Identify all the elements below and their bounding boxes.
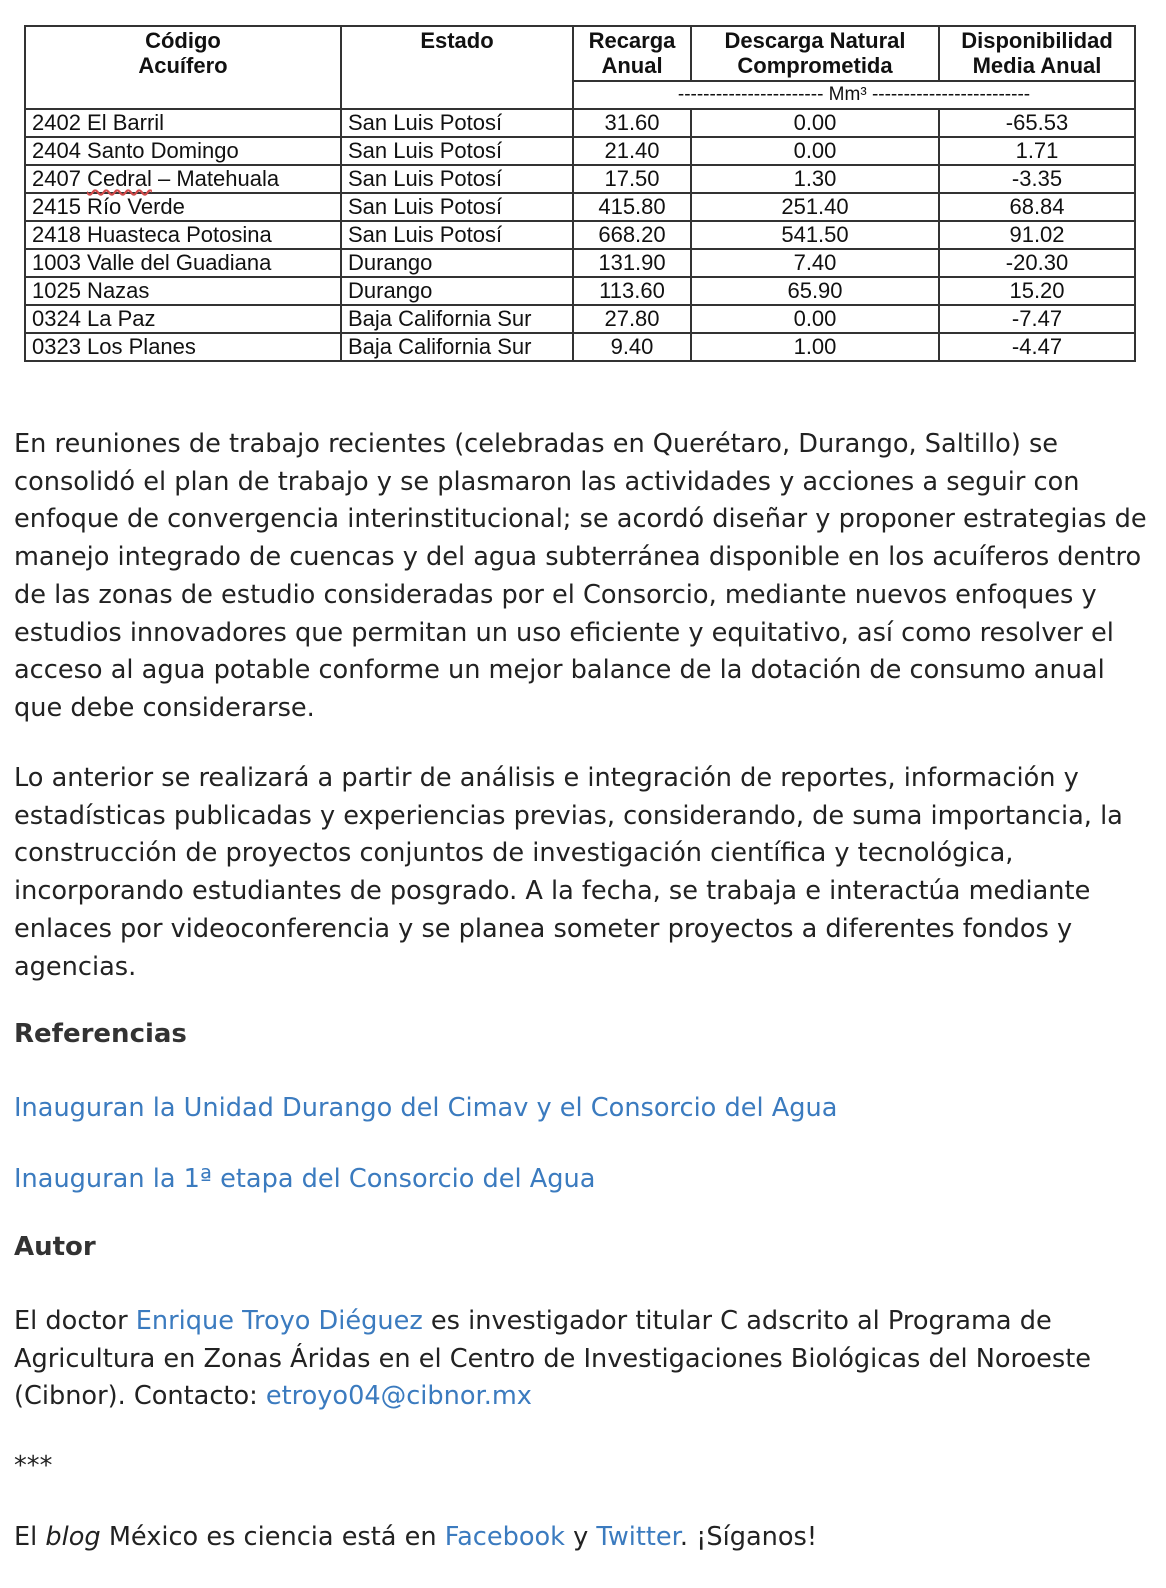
cell-acuifero: 1003 Valle del Guadiana: [25, 249, 341, 277]
footer-blog-italic: blog: [45, 1522, 101, 1552]
paragraph-line: consolidó el plan de trabajo y se plasmaron las actividades y acciones a seguir con: [14, 466, 1080, 497]
author-name-link[interactable]: Enrique Troyo Diéguez: [135, 1306, 423, 1336]
author-email-link[interactable]: etroyo04@cibnor.mx: [265, 1381, 532, 1412]
reference-2: [14, 1161, 1154, 1199]
cell-acuifero: 2404 Santo Domingo: [25, 137, 341, 165]
footer-text: y: [565, 1522, 597, 1552]
cell-disponibilidad: -7.47: [939, 305, 1135, 333]
header-codigo: [25, 26, 341, 109]
autor-line-1: [14, 1303, 1154, 1341]
cell-disponibilidad: 15.20: [939, 277, 1135, 305]
cell-recarga: 27.80: [573, 305, 691, 333]
cell-recarga: 21.40: [573, 137, 691, 165]
table-row: [25, 305, 1135, 333]
cell-acuifero: 1025 Nazas: [25, 277, 341, 305]
table-row: [25, 193, 1135, 221]
cell-disponibilidad: 1.71: [939, 137, 1135, 165]
table-row: [25, 109, 1135, 137]
autor-text: (Cibnor). Contacto:: [14, 1381, 266, 1412]
cell-recarga: 131.90: [573, 249, 691, 277]
paragraph-line: Lo anterior se realizará a partir de análisis e integración de reportes, información y: [14, 763, 1079, 793]
cell-recarga: 113.60: [573, 277, 691, 305]
autor-paragraph: [14, 1303, 1154, 1416]
paragraph-line: acceso al agua potable conforme un mejor balance de la dotación de consumo anual: [14, 655, 1105, 686]
cell-estado: San Luis Potosí: [341, 137, 573, 165]
cell-disponibilidad: 68.84: [939, 193, 1135, 221]
reference-1: [14, 1090, 1154, 1128]
referencias-heading: Referencias: [14, 1019, 187, 1049]
cell-acuifero-code: 2407: [32, 166, 81, 191]
cell-recarga: 9.40: [573, 333, 691, 361]
aquifer-table: [24, 25, 1136, 362]
separator: ***: [14, 1451, 53, 1481]
paragraph-line: agencias.: [14, 951, 137, 982]
header-disponibilidad-line1: Disponibilidad: [961, 28, 1113, 53]
paragraph-line: estadísticas publicadas y experiencias previas, considerando, de suma importancia, la: [14, 800, 1123, 831]
cell-descarga: 7.40: [691, 249, 939, 277]
cell-acuifero-name-spellcheck: Cedral: [87, 166, 152, 191]
footer-text: . ¡Síganos!: [679, 1522, 818, 1552]
cell-estado: Durango: [341, 249, 573, 277]
cell-acuifero: 0323 Los Planes: [25, 333, 341, 361]
header-descarga-line1: Descarga Natural: [724, 28, 906, 53]
paragraph-line: manejo integrado de cuencas y del agua subterránea disponible en los acuíferos dentro: [14, 542, 1142, 573]
paragraph-line: En reuniones de trabajo recientes (celebradas en Querétaro, Durango, Saltillo) se: [14, 429, 1059, 459]
cell-descarga: 541.50: [691, 221, 939, 249]
header-descarga: [691, 26, 939, 81]
footer-social: [14, 1519, 1154, 1557]
cell-disponibilidad: -20.30: [939, 249, 1135, 277]
cell-descarga: 251.40: [691, 193, 939, 221]
cell-estado: San Luis Potosí: [341, 221, 573, 249]
paragraph-line: incorporando estudiantes de posgrado. A la fecha, se trabaja e interactúa mediante: [14, 876, 1091, 907]
reference-link-cimav[interactable]: Inauguran la Unidad Durango del Cimav y el Consorcio del Agua: [14, 1093, 838, 1123]
cell-estado: San Luis Potosí: [341, 193, 573, 221]
paragraph-line: estudios innovadores que permitan un uso eficiente y equitativo, así como resolver el: [14, 617, 1114, 648]
cell-acuifero-name-rest: – Matehuala: [151, 166, 280, 191]
cell-disponibilidad: -3.35: [939, 165, 1135, 193]
table-header-row: [25, 26, 1135, 81]
cell-estado: San Luis Potosí: [341, 165, 573, 193]
header-recarga-line1: Recarga: [588, 28, 676, 53]
paragraph-line: que debe considerarse.: [14, 692, 315, 723]
cell-estado: Baja California Sur: [341, 333, 573, 361]
twitter-link[interactable]: Twitter: [596, 1522, 680, 1552]
cell-descarga: 0.00: [691, 137, 939, 165]
cell-acuifero: [25, 165, 341, 193]
cell-recarga: 17.50: [573, 165, 691, 193]
cell-estado: Durango: [341, 277, 573, 305]
cell-descarga: 1.00: [691, 333, 939, 361]
paragraph-line: enfoque de convergencia interinstitucional; se acordó diseñar y proponer estrategias de: [14, 504, 1147, 535]
cell-recarga: 31.60: [573, 109, 691, 137]
header-disponibilidad-line2: Media Anual: [972, 53, 1102, 78]
header-descarga-line2: Comprometida: [737, 53, 893, 78]
cell-descarga: 65.90: [691, 277, 939, 305]
reference-link-consorcio[interactable]: Inauguran la 1ª etapa del Consorcio del Agua: [14, 1164, 596, 1194]
paragraph-line: de las zonas de estudio consideradas por el Consorcio, mediante nuevos enfoques y: [14, 579, 1097, 610]
table-row: [25, 277, 1135, 305]
units-label: ----------------------- Mm³ -------------------------: [573, 81, 1135, 109]
table-row: [25, 333, 1135, 361]
facebook-link[interactable]: Facebook: [444, 1522, 565, 1552]
cell-descarga: 0.00: [691, 305, 939, 333]
cell-disponibilidad: -65.53: [939, 109, 1135, 137]
table-row: [25, 137, 1135, 165]
cell-disponibilidad: -4.47: [939, 333, 1135, 361]
header-estado: Estado: [341, 26, 573, 109]
cell-acuifero: 0324 La Paz: [25, 305, 341, 333]
cell-disponibilidad: 91.02: [939, 221, 1135, 249]
paragraph-line: construcción de proyectos conjuntos de investigación científica y tecnológica,: [14, 838, 1014, 869]
cell-descarga: 1.30: [691, 165, 939, 193]
footer-text: El: [14, 1522, 46, 1552]
cell-recarga: 415.80: [573, 193, 691, 221]
autor-heading: Autor: [14, 1232, 96, 1262]
paragraph-convergencia: [14, 426, 1154, 728]
autor-line-2: Agricultura en Zonas Áridas en el Centro de Investigaciones Biológicas del Noroeste: [14, 1343, 1091, 1374]
cell-acuifero: 2402 El Barril: [25, 109, 341, 137]
autor-text: El doctor: [14, 1306, 136, 1336]
table-row: [25, 249, 1135, 277]
table-row: [25, 221, 1135, 249]
cell-acuifero: 2418 Huasteca Potosina: [25, 221, 341, 249]
cell-recarga: 668.20: [573, 221, 691, 249]
aquifer-table-container: [24, 25, 1136, 362]
paragraph-analisis: [14, 760, 1154, 986]
header-codigo-line1: Código: [145, 28, 221, 53]
cell-estado: San Luis Potosí: [341, 109, 573, 137]
cell-estado: Baja California Sur: [341, 305, 573, 333]
header-recarga-line2: Anual: [601, 53, 663, 78]
table-row: [25, 165, 1135, 193]
paragraph-line: enlaces por videoconferencia y se planea someter proyectos a diferentes fondos y: [14, 913, 1073, 944]
autor-line-3: [14, 1378, 1154, 1416]
footer-text: México es ciencia está en: [100, 1522, 445, 1552]
autor-text: es investigador titular C adscrito al Programa de: [422, 1306, 1052, 1336]
cell-descarga: 0.00: [691, 109, 939, 137]
header-recarga: [573, 26, 691, 81]
cell-acuifero: 2415 Río Verde: [25, 193, 341, 221]
header-disponibilidad: [939, 26, 1135, 81]
header-codigo-line2: Acuífero: [138, 53, 228, 78]
